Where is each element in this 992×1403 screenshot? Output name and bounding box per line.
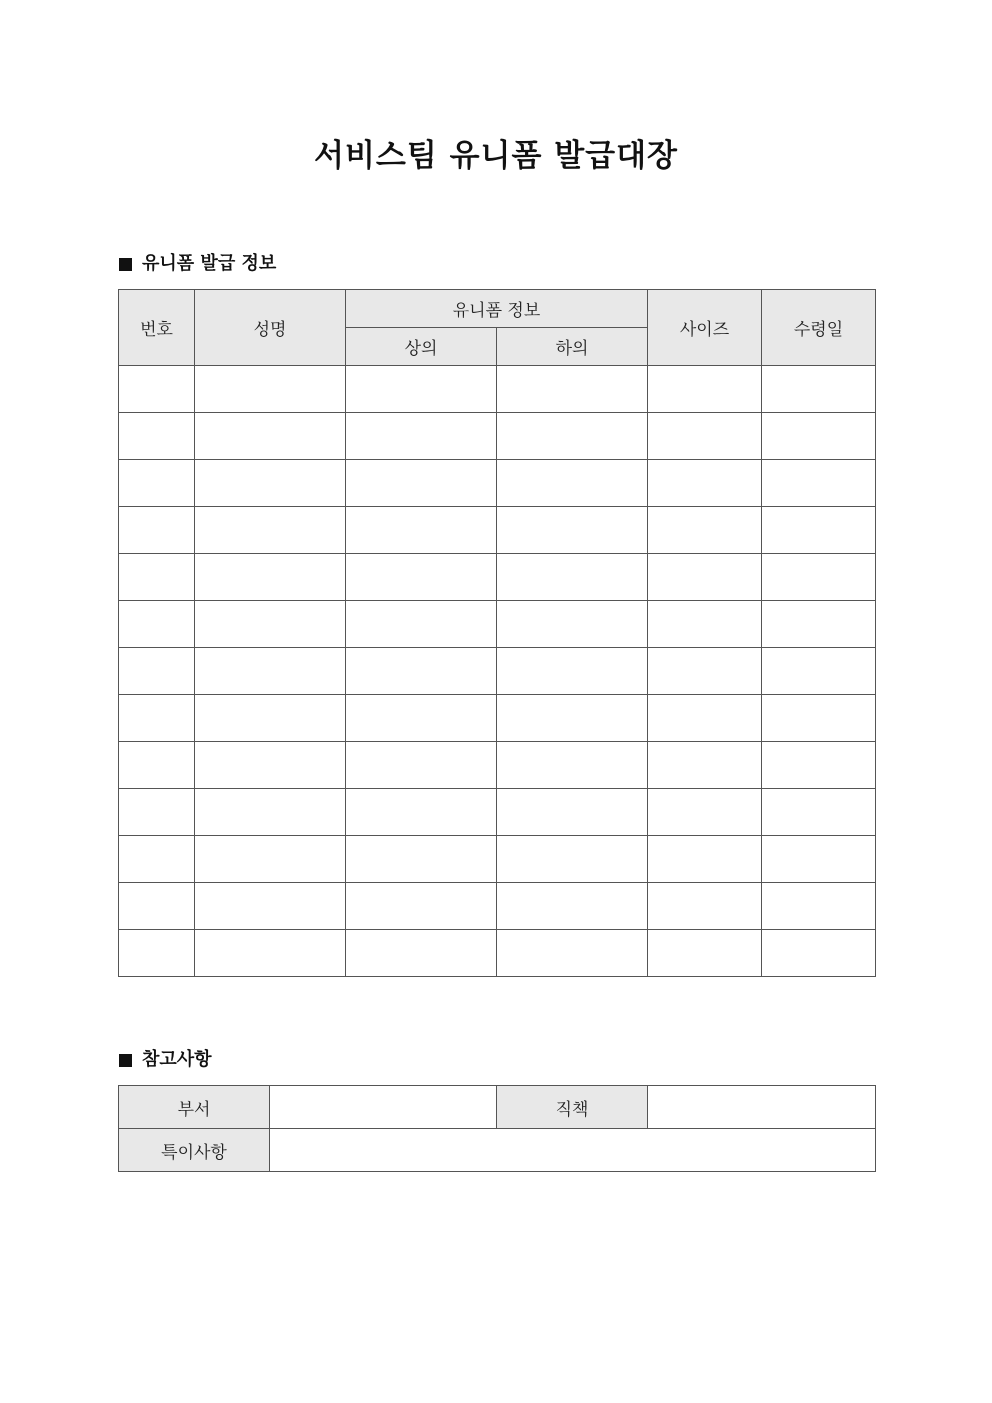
bottom-cell[interactable] <box>497 930 648 977</box>
table-row <box>119 883 876 930</box>
number-cell[interactable] <box>119 460 195 507</box>
size-cell[interactable] <box>648 836 762 883</box>
number-cell[interactable] <box>119 413 195 460</box>
table-row <box>119 930 876 977</box>
department-field[interactable] <box>270 1086 497 1129</box>
received-date-cell[interactable] <box>762 460 876 507</box>
number-cell[interactable] <box>119 695 195 742</box>
name-cell[interactable] <box>195 742 346 789</box>
name-cell[interactable] <box>195 413 346 460</box>
size-cell[interactable] <box>648 507 762 554</box>
number-cell[interactable] <box>119 366 195 413</box>
notes-table <box>118 1085 876 1172</box>
remarks-label: 특이사항 <box>119 1129 270 1172</box>
table-row <box>119 648 876 695</box>
top-cell[interactable] <box>346 601 497 648</box>
number-cell[interactable] <box>119 883 195 930</box>
table-row <box>119 554 876 601</box>
position-label: 직책 <box>497 1086 648 1129</box>
size-cell[interactable] <box>648 460 762 507</box>
bottom-cell[interactable] <box>497 601 648 648</box>
section-heading-issue-info <box>119 252 276 276</box>
header-size: 사이즈 <box>648 290 762 366</box>
name-cell[interactable] <box>195 554 346 601</box>
name-cell[interactable] <box>195 601 346 648</box>
number-cell[interactable] <box>119 601 195 648</box>
name-cell[interactable] <box>195 836 346 883</box>
number-cell[interactable] <box>119 742 195 789</box>
received-date-cell[interactable] <box>762 695 876 742</box>
section-heading-notes <box>119 1048 212 1072</box>
size-cell[interactable] <box>648 366 762 413</box>
received-date-cell[interactable] <box>762 930 876 977</box>
number-cell[interactable] <box>119 507 195 554</box>
notes-row-department <box>119 1086 876 1129</box>
table-row <box>119 413 876 460</box>
bottom-cell[interactable] <box>497 648 648 695</box>
table-row <box>119 507 876 554</box>
top-cell[interactable] <box>346 460 497 507</box>
size-cell[interactable] <box>648 413 762 460</box>
number-cell[interactable] <box>119 789 195 836</box>
size-cell[interactable] <box>648 554 762 601</box>
bottom-cell[interactable] <box>497 366 648 413</box>
table-row <box>119 695 876 742</box>
top-cell[interactable] <box>346 554 497 601</box>
bottom-cell[interactable] <box>497 695 648 742</box>
bottom-cell[interactable] <box>497 836 648 883</box>
name-cell[interactable] <box>195 648 346 695</box>
bottom-cell[interactable] <box>497 413 648 460</box>
page-title: 서비스팀 유니폼 발급대장 <box>314 138 678 174</box>
received-date-cell[interactable] <box>762 366 876 413</box>
table-row <box>119 789 876 836</box>
header-name: 성명 <box>195 290 346 366</box>
remarks-field[interactable] <box>270 1129 876 1172</box>
top-cell[interactable] <box>346 930 497 977</box>
number-cell[interactable] <box>119 648 195 695</box>
name-cell[interactable] <box>195 460 346 507</box>
section-heading-label: 참고사항 <box>142 1049 212 1070</box>
table-row <box>119 742 876 789</box>
bottom-cell[interactable] <box>497 460 648 507</box>
size-cell[interactable] <box>648 789 762 836</box>
name-cell[interactable] <box>195 789 346 836</box>
bottom-cell[interactable] <box>497 742 648 789</box>
uniform-issue-table <box>118 289 876 977</box>
number-cell[interactable] <box>119 930 195 977</box>
number-cell[interactable] <box>119 554 195 601</box>
top-cell[interactable] <box>346 413 497 460</box>
received-date-cell[interactable] <box>762 554 876 601</box>
top-cell[interactable] <box>346 836 497 883</box>
received-date-cell[interactable] <box>762 883 876 930</box>
received-date-cell[interactable] <box>762 742 876 789</box>
header-top: 상의 <box>346 328 497 366</box>
name-cell[interactable] <box>195 695 346 742</box>
received-date-cell[interactable] <box>762 789 876 836</box>
table-row <box>119 601 876 648</box>
header-number: 번호 <box>119 290 195 366</box>
top-cell[interactable] <box>346 742 497 789</box>
table-row <box>119 460 876 507</box>
header-bottom: 하의 <box>497 328 648 366</box>
table-header-row <box>119 290 876 328</box>
received-date-cell[interactable] <box>762 507 876 554</box>
header-received-date: 수령일 <box>762 290 876 366</box>
received-date-cell[interactable] <box>762 836 876 883</box>
top-cell[interactable] <box>346 789 497 836</box>
name-cell[interactable] <box>195 507 346 554</box>
received-date-cell[interactable] <box>762 413 876 460</box>
notes-row-remarks <box>119 1129 876 1172</box>
square-bullet-icon <box>119 1054 132 1067</box>
size-cell[interactable] <box>648 930 762 977</box>
size-cell[interactable] <box>648 601 762 648</box>
top-cell[interactable] <box>346 507 497 554</box>
bottom-cell[interactable] <box>497 883 648 930</box>
received-date-cell[interactable] <box>762 648 876 695</box>
section-heading-label: 유니폼 발급 정보 <box>142 253 277 274</box>
name-cell[interactable] <box>195 366 346 413</box>
size-cell[interactable] <box>648 883 762 930</box>
square-bullet-icon <box>119 258 132 271</box>
department-label: 부서 <box>119 1086 270 1129</box>
received-date-cell[interactable] <box>762 601 876 648</box>
size-cell[interactable] <box>648 648 762 695</box>
number-cell[interactable] <box>119 836 195 883</box>
header-uniform-info: 유니폼 정보 <box>346 290 648 328</box>
position-field[interactable] <box>648 1086 876 1129</box>
top-cell[interactable] <box>346 883 497 930</box>
table-row <box>119 366 876 413</box>
size-cell[interactable] <box>648 742 762 789</box>
bottom-cell[interactable] <box>497 554 648 601</box>
table-row <box>119 836 876 883</box>
name-cell[interactable] <box>195 883 346 930</box>
bottom-cell[interactable] <box>497 789 648 836</box>
size-cell[interactable] <box>648 695 762 742</box>
top-cell[interactable] <box>346 366 497 413</box>
bottom-cell[interactable] <box>497 507 648 554</box>
top-cell[interactable] <box>346 695 497 742</box>
top-cell[interactable] <box>346 648 497 695</box>
name-cell[interactable] <box>195 930 346 977</box>
